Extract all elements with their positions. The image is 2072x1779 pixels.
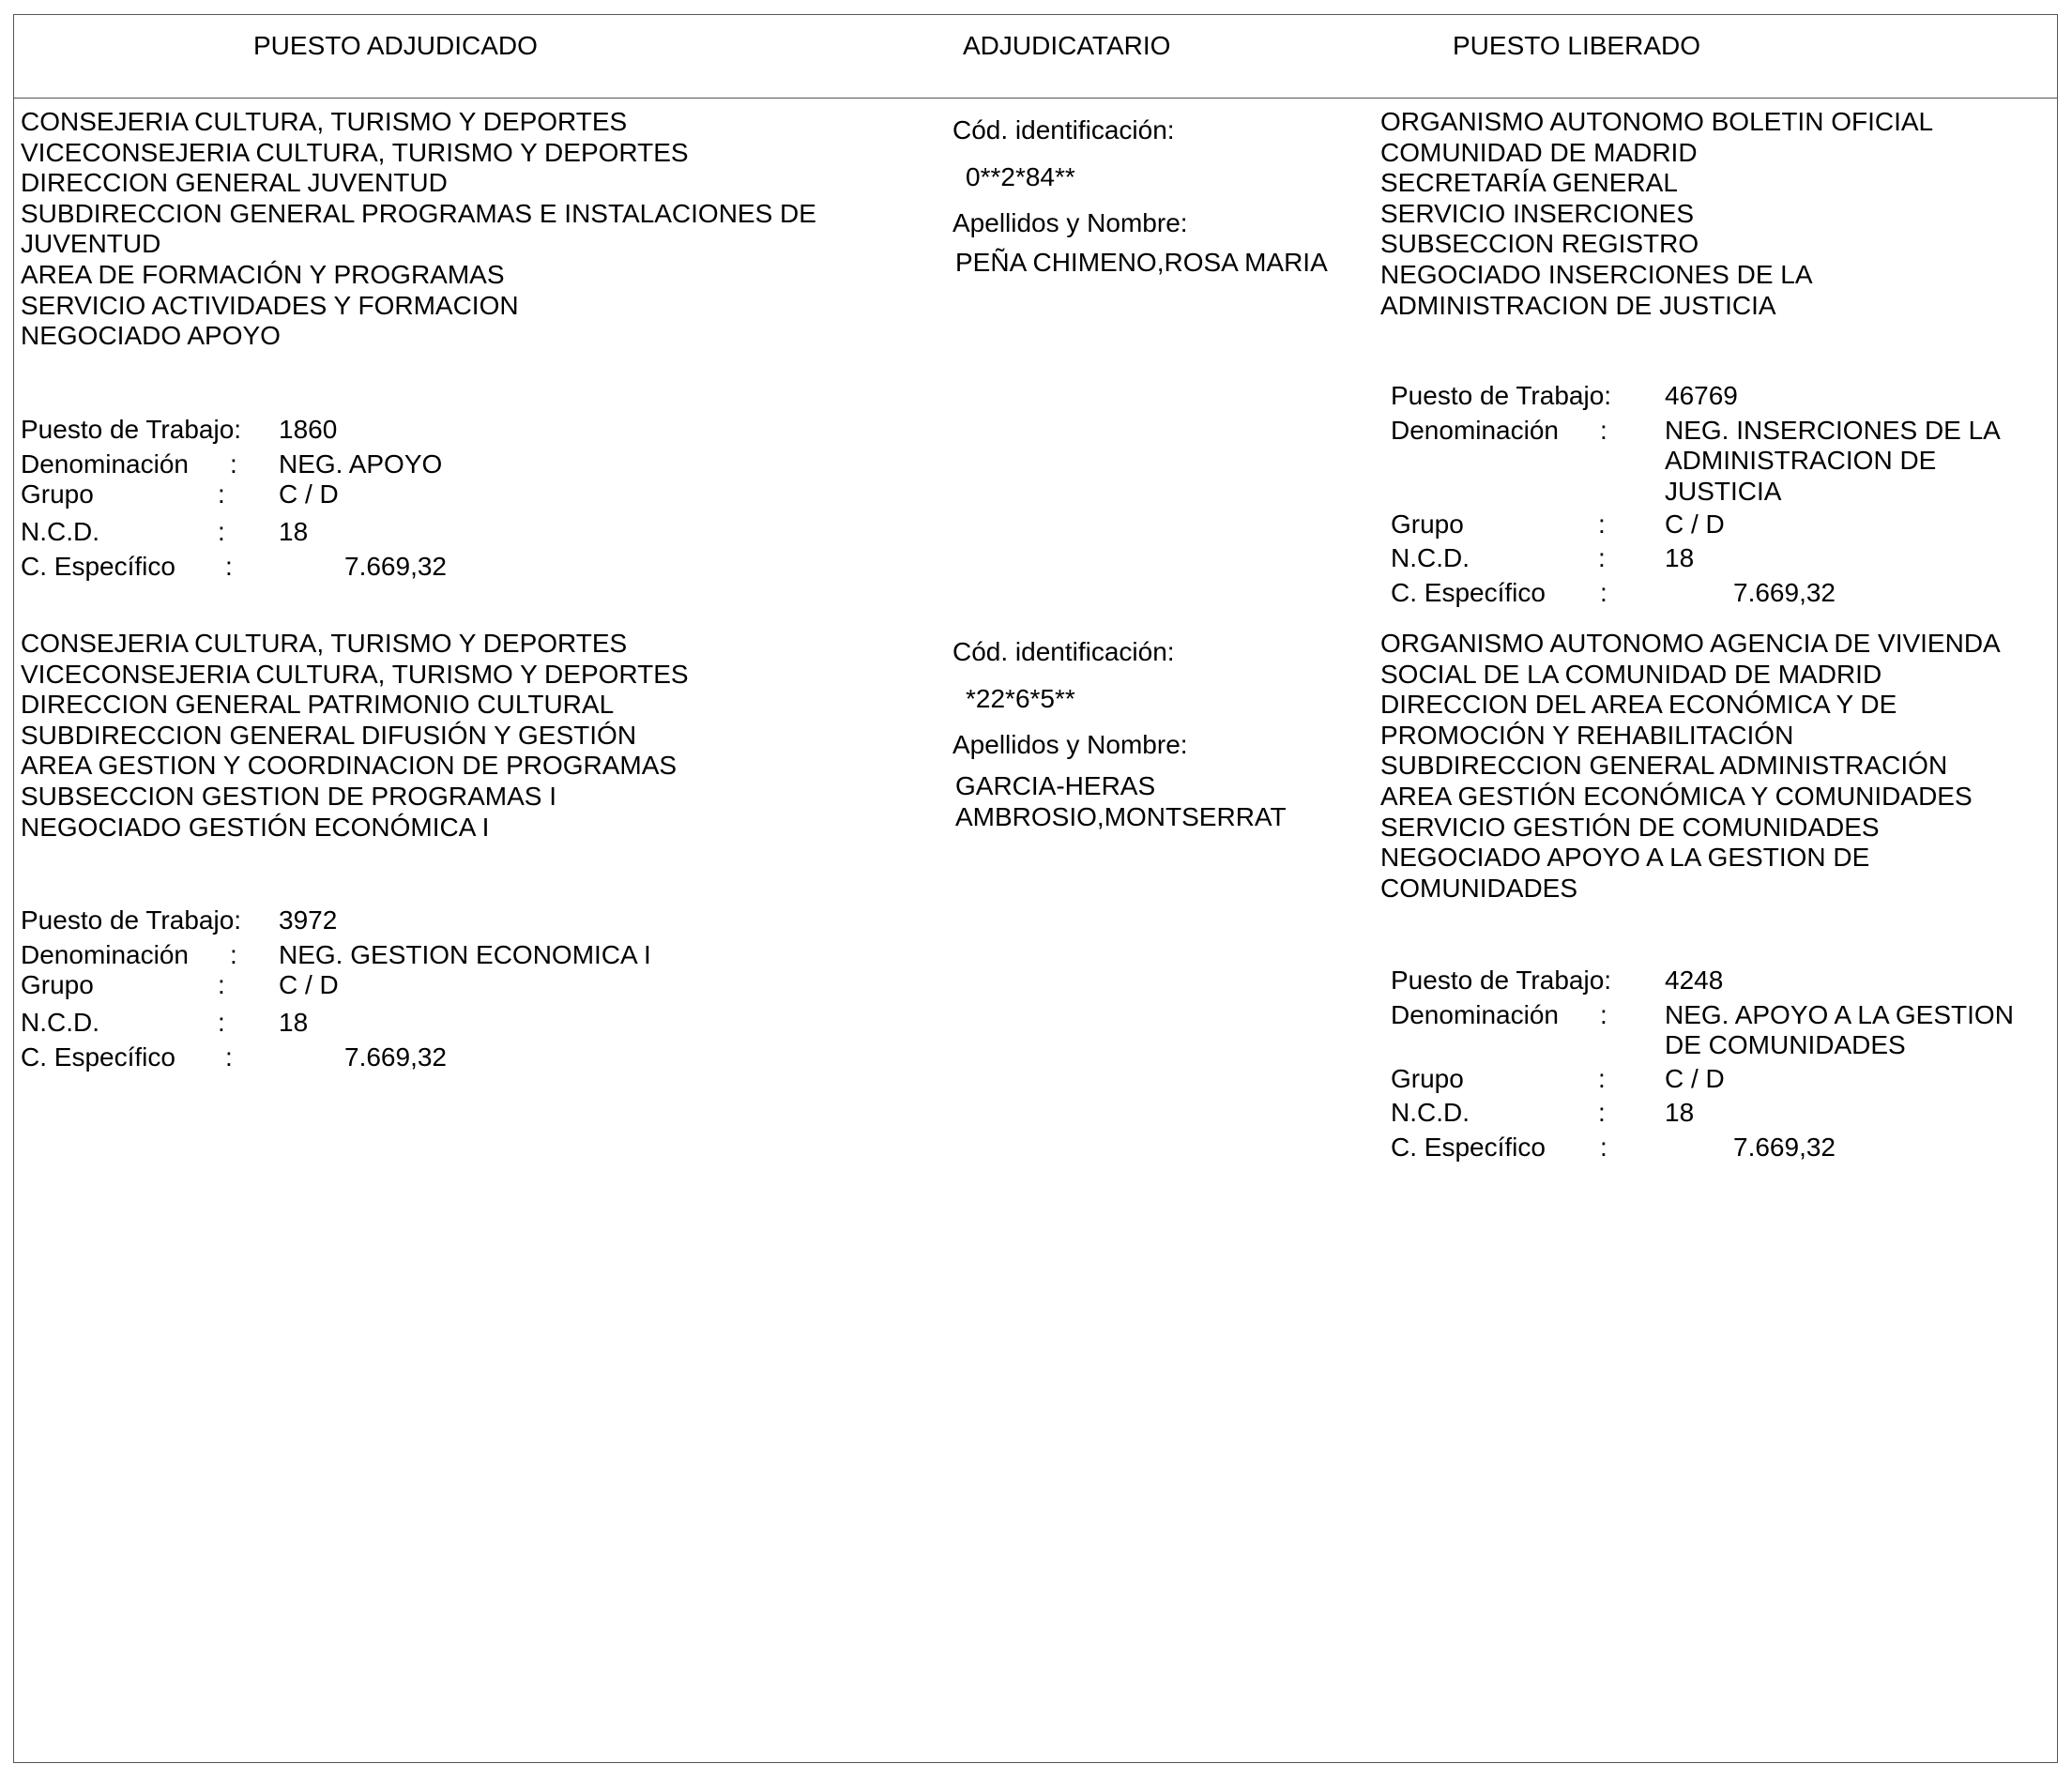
org-line: NEGOCIADO INSERCIONES DE LA xyxy=(1380,259,1813,289)
adjudicado-fields xyxy=(21,904,678,1074)
puesto-value: 46769 xyxy=(1665,381,1738,410)
org-line: ORGANISMO AUTONOMO AGENCIA DE VIVIENDA xyxy=(1380,629,2001,658)
colon: : xyxy=(1600,1132,1607,1162)
puesto-value: 4248 xyxy=(1665,966,1724,995)
field-ncd xyxy=(1391,541,2048,576)
colon: : xyxy=(1600,415,1607,445)
puesto-label: Puesto de Trabajo: xyxy=(1391,966,1612,995)
grupo-label: Grupo xyxy=(1391,509,1464,539)
denominacion-label: Denominación xyxy=(1391,999,1559,1029)
field-especifico xyxy=(21,550,678,585)
name-line: PEÑA CHIMENO,ROSA MARIA xyxy=(955,248,1328,277)
denominacion-label: Denominación xyxy=(21,449,189,479)
org-line: ADMINISTRACION DE JUSTICIA xyxy=(1380,290,1776,320)
org-line: AREA GESTION Y COORDINACION DE PROGRAMAS xyxy=(21,751,678,781)
ncd-value: 18 xyxy=(279,517,309,546)
denominacion-label: Denominación xyxy=(21,939,189,969)
field-puesto xyxy=(21,904,678,938)
puesto-label: Puesto de Trabajo: xyxy=(21,905,242,935)
puesto-value: 1860 xyxy=(279,415,338,444)
colon: : xyxy=(230,449,237,479)
field-puesto xyxy=(1391,964,2048,998)
org-line: SUBSECCION REGISTRO xyxy=(1380,229,1699,259)
header-adjudicatario: ADJUDICATARIO xyxy=(963,31,1171,60)
field-especifico xyxy=(1391,1131,2048,1165)
field-ncd xyxy=(21,1006,678,1041)
adjudicatario-name xyxy=(955,771,1287,832)
cod-identificacion-label: Cód. identificación: xyxy=(952,637,1175,666)
org-line: DIRECCION DEL AREA ECONÓMICA Y DE xyxy=(1380,690,1897,720)
colon: : xyxy=(230,939,237,969)
org-line: NEGOCIADO APOYO xyxy=(21,321,281,351)
ncd-label: N.C.D. xyxy=(1391,543,1470,572)
org-line: VICECONSEJERIA CULTURA, TURISMO Y DEPORTES xyxy=(21,659,689,689)
grupo-label: Grupo xyxy=(1391,1063,1464,1093)
header-divider xyxy=(13,98,2058,99)
org-line: NEGOCIADO APOYO A LA GESTION DE xyxy=(1380,843,1870,873)
especifico-label: C. Específico xyxy=(21,1042,175,1072)
cod-identificacion-value: *22*6*5** xyxy=(966,684,1075,713)
field-ncd xyxy=(1391,1096,2048,1131)
denominacion-value xyxy=(1665,416,2001,508)
field-denominacion xyxy=(21,938,678,973)
org-line: CONSEJERIA CULTURA, TURISMO Y DEPORTES xyxy=(21,107,628,136)
denominacion-line: DE COMUNIDADES xyxy=(1665,1030,1906,1059)
apellidos-nombre-label: Apellidos y Nombre: xyxy=(952,208,1188,237)
especifico-label: C. Específico xyxy=(21,551,175,581)
field-grupo xyxy=(21,478,678,511)
org-line: AREA GESTIÓN ECONÓMICA Y COMUNIDADES xyxy=(1380,781,1973,811)
grupo-value: C / D xyxy=(1665,1063,1725,1093)
field-especifico xyxy=(21,1041,678,1075)
colon: : xyxy=(225,551,233,581)
org-line: SECRETARÍA GENERAL xyxy=(1380,168,1678,198)
colon: : xyxy=(1598,509,1606,539)
colon: : xyxy=(225,1042,233,1072)
header-puesto-adjudicado: PUESTO ADJUDICADO xyxy=(253,31,538,60)
org-line: VICECONSEJERIA CULTURA, TURISMO Y DEPORTES xyxy=(21,137,689,167)
field-especifico xyxy=(1391,576,2048,611)
especifico-label: C. Específico xyxy=(1391,1132,1546,1162)
ncd-label: N.C.D. xyxy=(21,517,99,546)
especifico-value: 7.669,32 xyxy=(344,551,447,581)
ncd-value: 18 xyxy=(1665,543,1695,572)
org-line: SUBSECCION GESTION DE PROGRAMAS I xyxy=(21,781,556,811)
grupo-value: C / D xyxy=(279,970,339,999)
denominacion-line: ADMINISTRACION DE xyxy=(1665,446,1937,475)
grupo-label: Grupo xyxy=(21,479,94,509)
colon: : xyxy=(1598,1098,1606,1127)
colon: : xyxy=(218,970,225,999)
cod-identificacion-label: Cód. identificación: xyxy=(952,115,1175,144)
field-ncd xyxy=(21,515,678,550)
puesto-label: Puesto de Trabajo: xyxy=(1391,381,1612,410)
org-line: JUVENTUD xyxy=(21,229,161,259)
denominacion-line: NEG. APOYO A LA GESTION xyxy=(1665,999,2014,1029)
org-line: SUBDIRECCION GENERAL PROGRAMAS E INSTALACIONES DE xyxy=(21,198,816,228)
adjudicado-org-lines xyxy=(21,629,689,843)
especifico-value: 7.669,32 xyxy=(1733,577,1836,607)
denominacion-line: JUSTICIA xyxy=(1665,476,1782,506)
liberado-org-lines xyxy=(1380,107,1933,321)
org-line: PROMOCIÓN Y REHABILITACIÓN xyxy=(1380,720,1794,750)
ncd-label: N.C.D. xyxy=(21,1008,99,1037)
denominacion-label: Denominación xyxy=(1391,415,1559,445)
name-line: GARCIA-HERAS xyxy=(955,771,1156,800)
apellidos-nombre-label: Apellidos y Nombre: xyxy=(952,730,1188,759)
puesto-value: 3972 xyxy=(279,905,338,935)
colon: : xyxy=(218,1008,225,1037)
org-line: ORGANISMO AUTONOMO BOLETIN OFICIAL xyxy=(1380,107,1934,136)
org-line: CONSEJERIA CULTURA, TURISMO Y DEPORTES xyxy=(21,629,628,658)
org-line: SERVICIO ACTIVIDADES Y FORMACION xyxy=(21,290,519,320)
grupo-label: Grupo xyxy=(21,970,94,999)
colon: : xyxy=(1600,577,1607,607)
field-grupo xyxy=(1391,508,2048,542)
cod-identificacion-value: 0**2*84** xyxy=(966,162,1075,191)
adjudicado-fields xyxy=(21,413,678,584)
org-line: AREA DE FORMACIÓN Y PROGRAMAS xyxy=(21,259,505,289)
colon: : xyxy=(218,479,225,509)
org-line: SUBDIRECCION GENERAL DIFUSIÓN Y GESTIÓN xyxy=(21,720,637,750)
ncd-value: 18 xyxy=(279,1008,309,1037)
liberado-fields xyxy=(1391,379,2048,610)
colon: : xyxy=(218,517,225,546)
org-line: COMUNIDADES xyxy=(1380,873,1578,903)
adjudicado-org-lines xyxy=(21,107,816,352)
denominacion-value: NEG. APOYO xyxy=(279,449,443,479)
name-line: AMBROSIO,MONTSERRAT xyxy=(955,801,1287,831)
field-puesto xyxy=(1391,379,2048,414)
header-puesto-liberado: PUESTO LIBERADO xyxy=(1453,31,1701,60)
especifico-value: 7.669,32 xyxy=(344,1042,447,1072)
especifico-value: 7.669,32 xyxy=(1733,1132,1836,1162)
denominacion-value: NEG. GESTION ECONOMICA I xyxy=(279,939,651,969)
adjudicatario-name xyxy=(955,248,1328,279)
colon: : xyxy=(1600,999,1607,1029)
org-line: SERVICIO INSERCIONES xyxy=(1380,198,1695,228)
liberado-org-lines xyxy=(1380,629,2001,904)
field-puesto xyxy=(21,413,678,448)
org-line: NEGOCIADO GESTIÓN ECONÓMICA I xyxy=(21,812,490,842)
org-line: SERVICIO GESTIÓN DE COMUNIDADES xyxy=(1380,812,1880,842)
denominacion-line: NEG. INSERCIONES DE LA xyxy=(1665,415,2001,445)
denominacion-value xyxy=(1665,1000,2014,1061)
liberado-fields xyxy=(1391,964,2048,1164)
ncd-label: N.C.D. xyxy=(1391,1098,1470,1127)
field-grupo xyxy=(21,968,678,1002)
field-grupo xyxy=(1391,1062,2048,1097)
org-line: DIRECCION GENERAL PATRIMONIO CULTURAL xyxy=(21,690,615,720)
field-denominacion xyxy=(1391,414,2048,508)
org-line: SUBDIRECCION GENERAL ADMINISTRACIÓN xyxy=(1380,751,1948,781)
grupo-value: C / D xyxy=(1665,509,1725,539)
grupo-value: C / D xyxy=(279,479,339,509)
colon: : xyxy=(1598,1063,1606,1093)
org-line: SOCIAL DE LA COMUNIDAD DE MADRID xyxy=(1380,659,1882,689)
puesto-label: Puesto de Trabajo: xyxy=(21,415,242,444)
field-denominacion xyxy=(1391,998,2048,1062)
field-denominacion xyxy=(21,448,678,482)
org-line: DIRECCION GENERAL JUVENTUD xyxy=(21,168,448,198)
org-line: COMUNIDAD DE MADRID xyxy=(1380,137,1698,167)
colon: : xyxy=(1598,543,1606,572)
ncd-value: 18 xyxy=(1665,1098,1695,1127)
especifico-label: C. Específico xyxy=(1391,577,1546,607)
